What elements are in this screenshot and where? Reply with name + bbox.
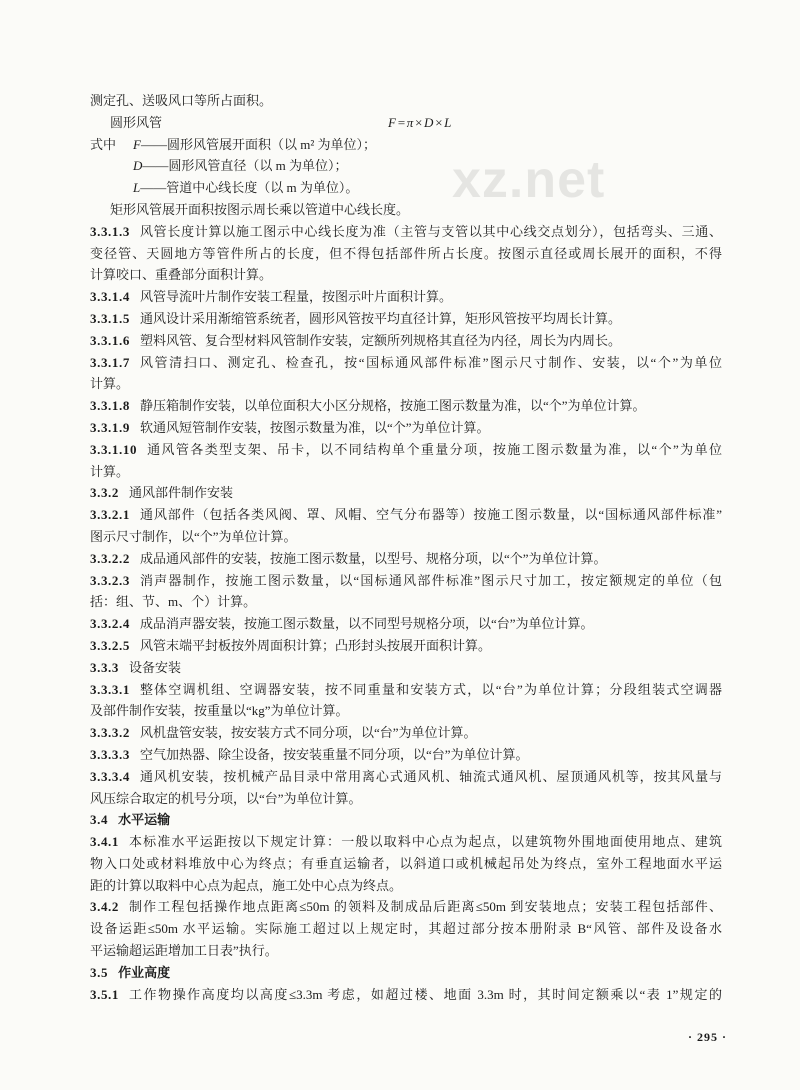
clause-text: 空气加热器、除尘设备，按安装重量不同分项，以“台”为单位计算。	[139, 746, 529, 762]
clause-3-3-1-4	[90, 286, 722, 308]
clause-3-3-1-3	[90, 221, 722, 286]
clause-text: 静压箱制作安装，以单位面积大小区分规格，按施工图示数量为准，以“个”为单位计算。	[139, 398, 646, 414]
section-number: 3.3.2	[90, 485, 119, 501]
clause-text: 本标准水平运距按以下规定计算：一般以取料中心点为起点，以建筑物外围地面使用地点、建筑	[129, 834, 722, 850]
clause-3-3-1-7	[90, 352, 722, 396]
clause-line	[90, 548, 722, 570]
clause-text: 风管导流叶片制作安装工程量，按图示叶片面积计算。	[139, 289, 452, 305]
clause-3-5-1	[90, 984, 722, 1006]
clause-line	[90, 504, 722, 526]
clause-line	[90, 395, 722, 417]
clause-number: 3.3.2.4	[90, 616, 130, 632]
clause-3-3-1-8	[90, 395, 722, 417]
clause-number: 3.3.1.6	[90, 332, 130, 348]
section-title: 水平运输	[118, 812, 171, 828]
clause-line	[90, 831, 722, 853]
clause-line	[90, 286, 722, 308]
clause-number: 3.5.1	[90, 986, 119, 1002]
clause-line: 计算。	[90, 463, 130, 479]
clause-number: 3.3.1.4	[90, 289, 130, 305]
clause-3-3-3-4	[90, 766, 722, 810]
clause-number: 3.3.3.2	[90, 725, 130, 741]
clause-3-3-1-5	[90, 308, 722, 330]
clause-text: 整体空调机组、空调器安装，按不同重量和安装方式，以“台”为单位计算；分段组装式空调器	[139, 681, 722, 697]
clause-3-3-3-2	[90, 722, 722, 744]
where-label: 式中	[90, 136, 117, 152]
definition-variable: D	[133, 158, 143, 174]
clause-number: 3.3.2.5	[90, 637, 130, 653]
clause-number: 3.3.3.4	[90, 768, 130, 784]
clause-line	[90, 744, 722, 766]
clause-text: 工作物操作高度均以高度≤3.3m 考虑，如超过楼、地面 3.3m 时，其时间定额乘以“表 1”规定的	[129, 986, 722, 1002]
clause-number: 3.3.1.9	[90, 419, 130, 435]
clause-number: 3.3.2.1	[90, 507, 130, 523]
clause-text: 成品通风部件的安装，按施工图示数量，以型号、规格分项，以“个”为单位计算。	[139, 550, 607, 566]
clause-3-4-1	[90, 831, 722, 896]
clause-line	[90, 722, 722, 744]
rect-duct-note: 矩形风管展开面积按图示周长乘以管道中心线长度。	[110, 201, 410, 217]
clause-number: 3.3.2.2	[90, 550, 130, 566]
clause-line: 计算。	[90, 376, 130, 392]
clause-number: 3.3.1.5	[90, 310, 130, 326]
definition-line-l	[90, 177, 722, 199]
clause-line	[90, 679, 722, 701]
section-number: 3.3.3	[90, 659, 119, 675]
section-number: 3.5	[90, 964, 109, 980]
clause-number: 3.3.3.3	[90, 746, 130, 762]
clause-3-4-2	[90, 896, 722, 961]
clause-line	[90, 352, 722, 374]
clause-text: 通风机安装，按机械产品目录中常用离心式通风机、轴流式通风机、屋顶通风机等，按其风量与	[139, 768, 722, 784]
formula: F=π×D×L	[388, 114, 453, 130]
clause-line: 距的计算以取料中心点为起点，施工处中心点为终点。	[90, 877, 403, 893]
clause-3-3-2-5	[90, 635, 722, 657]
section-heading-3-4	[90, 809, 722, 831]
clause-line: 括：组、节、m、个）计算。	[90, 594, 257, 610]
definition-variable: L	[133, 180, 141, 196]
clause-3-3-2-2	[90, 548, 722, 570]
clause-3-3-3-1	[90, 679, 722, 723]
clause-number: 3.3.2.3	[90, 572, 130, 588]
clause-line	[90, 635, 722, 657]
clause-line: 及部件制作安装，按重量以“kg”为单位计算。	[90, 703, 349, 719]
section-heading-3-3-2	[90, 482, 722, 504]
clause-line	[90, 984, 722, 1006]
clause-line	[90, 308, 722, 330]
clause-text: 塑料风管、复合型材料风管制作安装，定额所列规格其直径为内径，周长为内周长。	[139, 332, 621, 348]
clause-line	[90, 570, 722, 592]
watermark: xz.net	[452, 151, 606, 209]
definition-text: ——圆形风管展开面积（以 m² 为单位）；	[140, 136, 376, 152]
clause-text: 风机盘管安装，按安装方式不同分项，以“台”为单位计算。	[139, 725, 477, 741]
definition-text: ——圆形风管直径（以 m 为单位）；	[142, 158, 348, 174]
definition-variable: F	[133, 136, 141, 152]
clause-line: 图示尺寸制作，以“个”为单位计算。	[90, 528, 297, 544]
clause-text: 成品消声器安装，按施工图示数量，以不同型号规格分项，以“台”为单位计算。	[139, 616, 594, 632]
clause-line	[90, 417, 722, 439]
clause-text: 通风管各类型支架、吊卡，以不同结构单个重量分项，按施工图示数量为准，以“个”为单位	[147, 441, 722, 457]
clause-line: 物入口处或材料堆放中心为终点；有垂直运输者，以斜道口或机械起吊处为终点，室外工程地面水平运	[90, 855, 722, 871]
clause-line: 平运输超运距增加工日表”执行。	[90, 943, 278, 959]
intro-line: 测定孔、送吸风口等所占面积。	[90, 93, 273, 108]
section-title: 通风部件制作安装	[129, 485, 234, 501]
clause-line	[90, 766, 722, 788]
clause-number: 3.3.1.3	[90, 223, 130, 239]
clause-3-3-1-9	[90, 417, 722, 439]
clause-number: 3.4.2	[90, 899, 119, 915]
definition-line-f	[90, 134, 722, 156]
clause-3-3-2-3	[90, 570, 722, 614]
clause-number: 3.3.3.1	[90, 681, 130, 697]
clause-text: 风管清扫口、测定孔、检查孔，按“国标通风部件标准”图示尺寸制作、安装，以“个”为单位	[139, 354, 722, 370]
clause-text: 风管末端平封板按外周面积计算；凸形封头按展开面积计算。	[139, 637, 491, 653]
clause-text: 消声器制作，按施工图示数量，以“国标通风部件标准”图示尺寸加工，按定额规定的单位（包	[139, 572, 722, 588]
section-number: 3.4	[90, 812, 109, 828]
clause-number: 3.4.1	[90, 834, 119, 850]
clause-3-3-2-4	[90, 613, 722, 635]
clause-number: 3.3.1.10	[90, 441, 138, 457]
clause-3-3-2-1	[90, 504, 722, 548]
clause-line	[90, 330, 722, 352]
clause-line: 设备运距≤50m 水平运输。实际施工超过以上规定时，其超过部分按本册附录 B“风管、部件及设备水	[90, 921, 722, 937]
clause-3-3-1-10	[90, 439, 722, 483]
clause-text: 软通风短管制作安装，按图示数量为准，以“个”为单位计算。	[139, 419, 490, 435]
clause-line: 风压综合取定的机号分项，以“台”为单位计算。	[90, 790, 362, 806]
clause-line: 计算咬口、重叠部分面积计算。	[90, 267, 273, 283]
definition-text: ——管道中心线长度（以 m 为单位）。	[140, 180, 359, 196]
clause-number: 3.3.1.8	[90, 398, 130, 414]
clause-line	[90, 896, 722, 918]
clause-text: 通风部件（包括各类风阀、罩、风帽、空气分布器等）按施工图示数量，以“国标通风部件标准”	[139, 507, 722, 523]
page-body	[90, 90, 722, 1005]
clause-line	[90, 221, 722, 243]
section-title: 作业高度	[118, 964, 171, 980]
formula-line	[90, 112, 722, 134]
clause-text: 通风设计采用渐缩管系统者，圆形风管按平均直径计算，矩形风管按平均周长计算。	[139, 310, 621, 326]
section-heading-3-5	[90, 962, 722, 984]
clause-number: 3.3.1.7	[90, 354, 130, 370]
round-duct-label: 圆形风管	[110, 114, 163, 130]
page-number: · 295 ·	[688, 1030, 728, 1044]
clause-text: 风管长度计算以施工图示中心线长度为准（主管与支管以其中心线交点划分），包括弯头、三通、	[139, 223, 722, 239]
clause-3-3-3-3	[90, 744, 722, 766]
definition-line-d	[90, 155, 722, 177]
clause-line	[90, 613, 722, 635]
clause-text: 制作工程包括操作地点距离≤50m 的领料及制成品后距离≤50m 到安装地点；安装工程包括部件、	[129, 899, 722, 915]
clause-line	[90, 439, 722, 461]
clause-line: 变径管、天圆地方等管件所占的长度，但不得包括部件所占长度。按图示直径或周长展开的面积，不得	[90, 245, 722, 261]
clause-3-3-1-6	[90, 330, 722, 352]
section-heading-3-3-3	[90, 657, 722, 679]
section-title: 设备安装	[129, 659, 182, 675]
